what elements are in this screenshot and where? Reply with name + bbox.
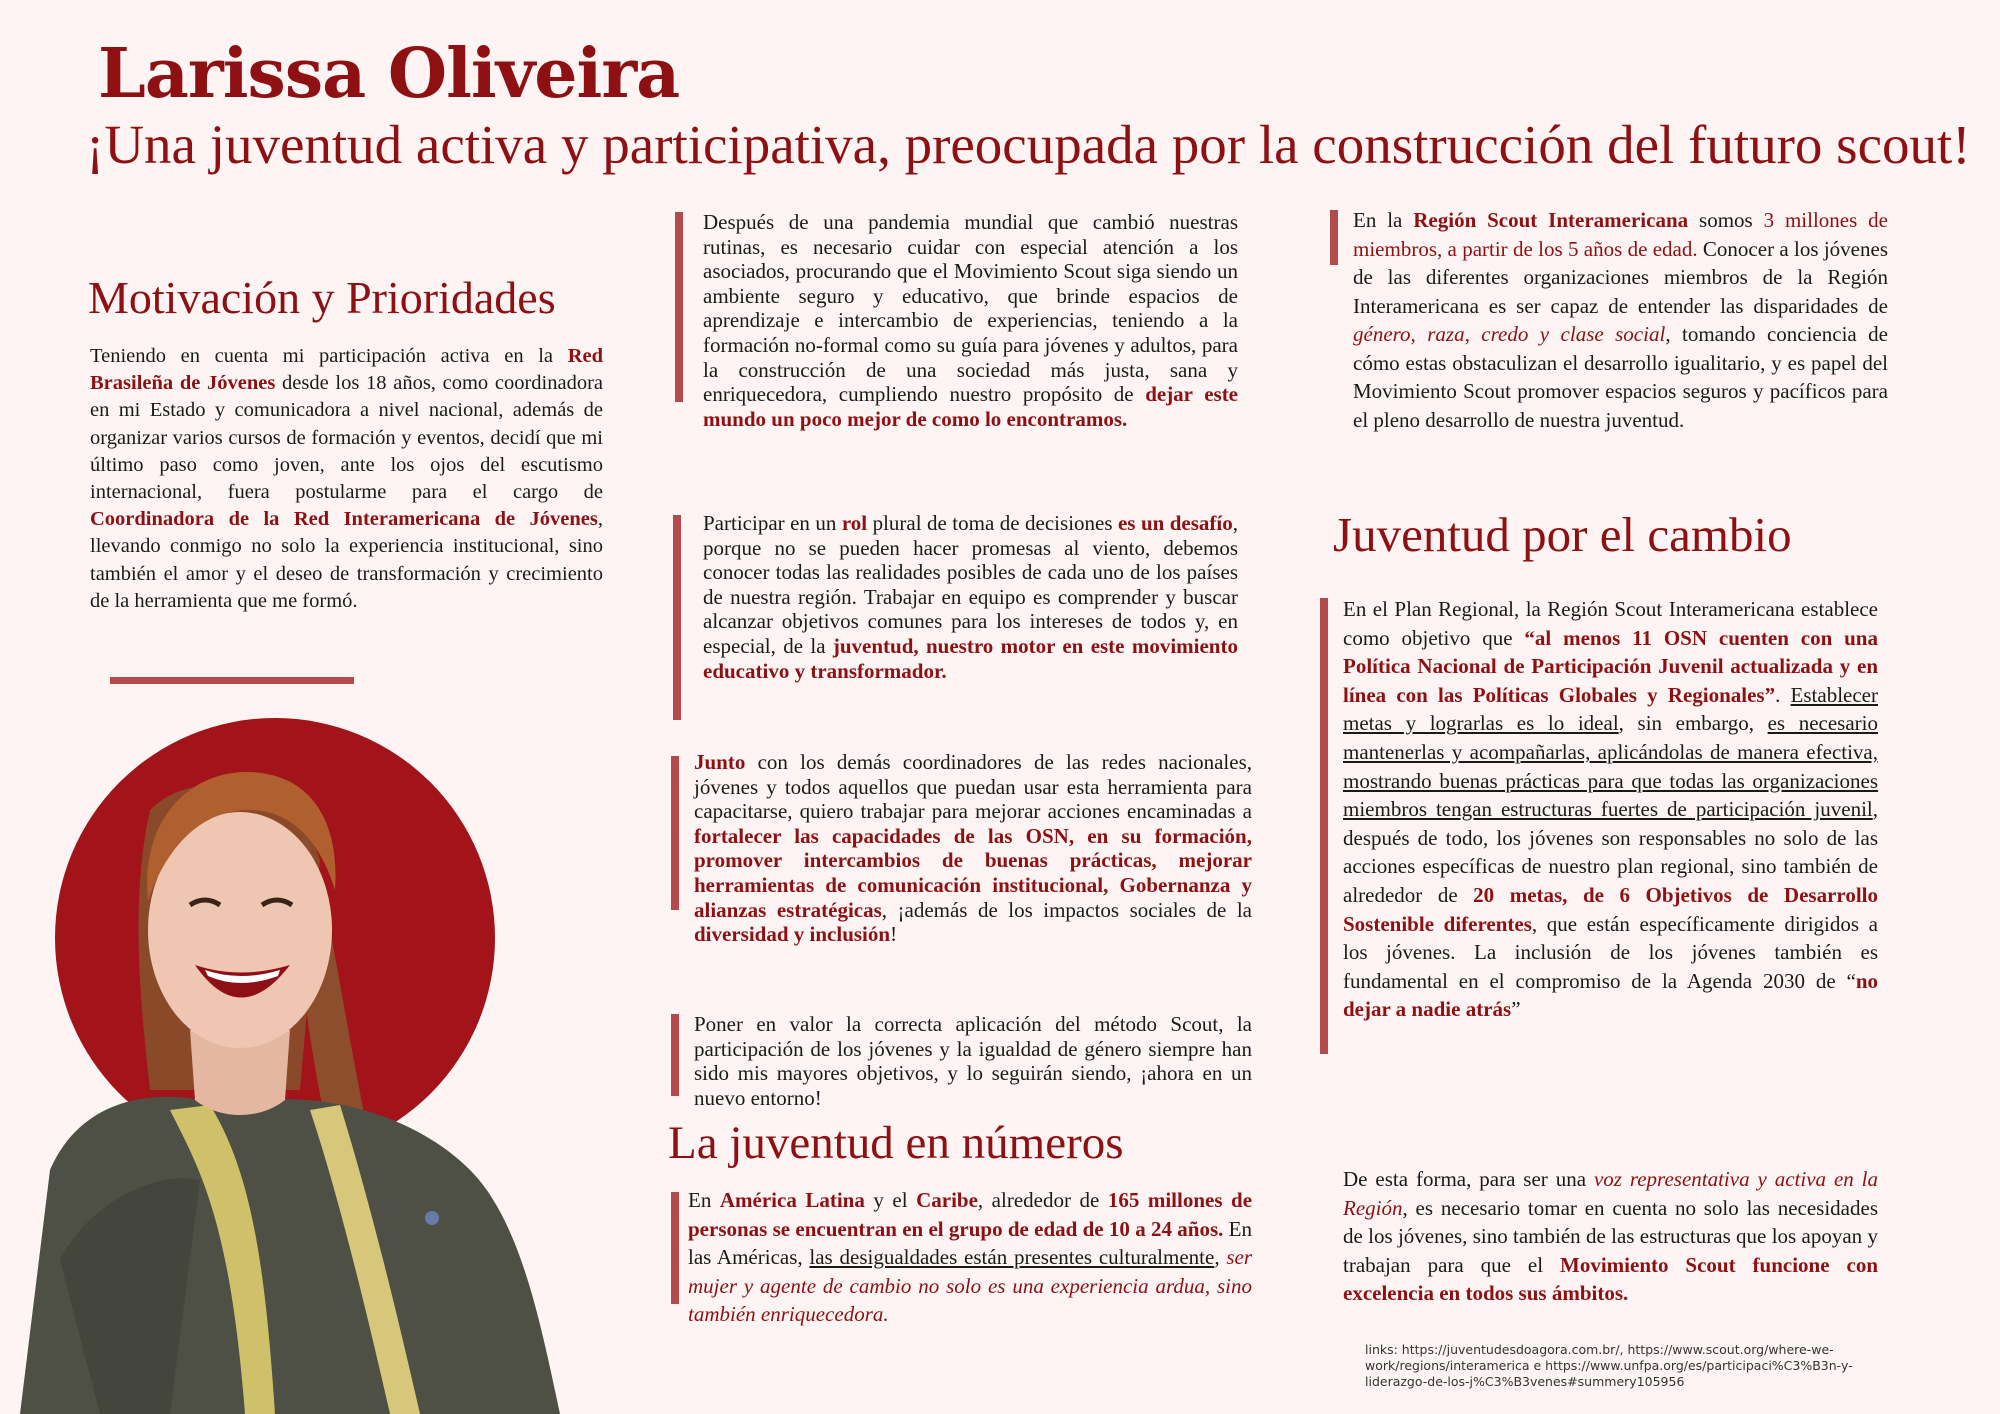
text-run: Después de una pandemia mundial que cambió nuestras rutinas, es necesario cuidar con especial atención a los asociados, procurando que el Movimiento Scout siga siendo un ambiente seguro y educativo, que brinde espacios de aprendizaje e intercambio de experiencias, teniendo a la formación no-formal como su guía para jóvenes y adultos, para la construcción de una sociedad más justa, sana y enriquecedora, cumpliendo nuestro propósito de — [703, 210, 1238, 407]
divider-bar — [110, 677, 354, 684]
column2-paragraph-1 — [703, 210, 1238, 431]
highlight-no-one-behind: no dejar a nadie atrás — [1343, 968, 1878, 1022]
text-run: , ¡además de los impactos sociales de la — [881, 897, 1252, 922]
highlight-coordinator-role: Coordinadora de la Red Interamericana de Jóvenes — [90, 508, 598, 531]
underlined-inequalities: las desigualdades están presentes culturalmente — [809, 1245, 1215, 1269]
highlight-diversity: diversidad y inclusión — [694, 922, 891, 947]
text-run: , que están específicamente dirigidos a los jóvenes. La inclusión de los jóvenes también es fundamental en el compromiso de la Agenda 2030 de “ — [1343, 911, 1878, 993]
highlight-population: 165 millones de personas se encuentran en el grupo de edad de 10 a 24 años. — [688, 1188, 1253, 1241]
source-links: links: https://juventudesdoagora.com.br/, https://www.scout.org/where-we-work/regions/interamerica e https://www.unfpa.org/es/participaci%C3%B3n-y-liderazgo-de-los-j%C3%B3venes#summery105956 — [1365, 1342, 1853, 1389]
text-run: De esta forma, para ser una — [1343, 1167, 1594, 1191]
text-run: desde los 18 años, como coordinadora en mi Estado y comunicadora a nivel nacional, además de organizar varios cursos de formación y eventos, decidí que mi último paso como joven, ante los ojos del escutismo internacional, fuera postularme para el cargo de — [90, 372, 603, 504]
numbers-title: La juventud en números — [668, 1117, 1124, 1169]
text-run: Teniendo en cuenta mi participación activa en la — [90, 345, 568, 367]
numbers-paragraph — [688, 1186, 1252, 1329]
paragraph-bar — [1330, 210, 1338, 265]
text-run: ! — [890, 922, 898, 947]
text-run: , alrededor de — [977, 1188, 1108, 1212]
column2-paragraph-3 — [694, 750, 1252, 947]
candidate-photo — [0, 700, 580, 1414]
italic-disparities: género, raza, credo y clase social — [1353, 322, 1666, 346]
highlight-purpose: dejar este mundo un poco mejor de como lo encontramos. — [703, 382, 1239, 431]
highlight-excellence: Movimiento Scout funcione con excelencia en todos sus ámbitos. — [1343, 1252, 1878, 1306]
paragraph-bar — [675, 212, 683, 402]
motivation-title: Motivación y Prioridades — [88, 272, 556, 323]
paragraph-bar — [673, 515, 681, 720]
text-run: somos — [1688, 208, 1764, 232]
underlined-goals: Establecer metas y lograrlas es lo ideal — [1343, 682, 1878, 736]
paragraph-bar — [671, 1014, 679, 1096]
text-run: , sin embargo, — [1618, 711, 1768, 736]
italic-voice: voz representativa y activa en la Región — [1343, 1167, 1879, 1220]
text-run: , llevando conmigo no solo la experiencia institucional, sino también el amor y el deseo de transformación y crecimiento de la herramienta que me formó. — [90, 508, 603, 612]
highlight-together: Junto — [694, 750, 746, 774]
candidate-name: Larissa Oliveira — [98, 34, 680, 114]
column2-paragraph-4: Poner en valor la correcta aplicación del método Scout, la participación de los jóvenes y la igualdad de género siempre han sido mis mayores objetivos, y lo seguirán siendo, ¡ahora en un nuevo entorno! — [694, 1012, 1252, 1110]
column2-paragraph-2 — [703, 511, 1238, 683]
motivation-paragraph — [90, 343, 603, 615]
highlight-plan-quote: “al menos 11 OSN cuenten con una Política Nacional de Participación Juvenil actualizada y en línea con las Políticas Globales y Regionales” — [1343, 625, 1878, 707]
change-paragraph — [1343, 595, 1878, 1024]
highlight-red-network: Red Brasileña de Jóvenes — [90, 345, 603, 395]
text-run: Conocer a los jóvenes de las diferentes organizaciones miembros de la Región Interamericana es ser capaz de entender las disparidades de — [1353, 236, 1888, 318]
paragraph-bar — [671, 756, 679, 910]
closing-paragraph — [1343, 1165, 1878, 1308]
highlight-actions: fortalecer las capacidades de las OSN, en su formación, promover intercambios de buenas prácticas, mejorar herramientas de comunicación institucional, Gobernanza y alianzas estratégicas — [694, 823, 1252, 922]
text-run: , porque no se pueden hacer promesas al viento, debemos conocer todas las realidades posibles de cada uno de los países de nuestra región. Trabajar en equipo es comprender y buscar alcanzar objetivos comunes para los intereses de todos y, en especial, de la — [703, 511, 1239, 658]
headline: ¡Una juventud activa y participativa, preocupada por la construcción del futuro scout! — [86, 114, 1971, 175]
text-run: En la — [1353, 208, 1414, 232]
text-run: En las Américas, — [688, 1216, 1253, 1269]
text-run: con los demás coordinadores de las redes nacionales, jóvenes y todos aquellos que puedan usar esta herramienta para capacitarse, quiero trabajar para mejorar acciones encaminadas a — [694, 750, 1252, 824]
italic-woman-agent: ser mujer y agente de cambio no solo es una experiencia ardua, sino también enriquecedora. — [688, 1245, 1252, 1326]
highlight-challenge: es un desafío — [1117, 511, 1233, 535]
text-run: . — [1775, 682, 1791, 707]
highlight-sdg: 20 metas, de 6 Objetivos de Desarrollo Sostenible diferentes — [1343, 882, 1878, 936]
text-run: , después de todo, los jóvenes son responsables no solo de las acciones específicas de nuestro plan regional, sino también de alrededor de — [1343, 797, 1878, 907]
highlight-latin-america: América Latina — [719, 1188, 865, 1212]
text-run: Participar en un — [703, 511, 842, 535]
highlight-caribbean: Caribe — [916, 1188, 978, 1212]
highlight-members: 3 millones de miembros, a partir de los 5 años de edad. — [1353, 208, 1888, 261]
column3-paragraph-1 — [1353, 206, 1888, 434]
underlined-maintain: es necesario mantenerlas y acompañarlas, aplicándolas de manera efectiva, mostrando buenas prácticas para que todas las organizaciones miembros tengan estructuras fuertes de participación juvenil — [1343, 711, 1878, 822]
text-run: , es necesario tomar en cuenta no solo las necesidades de los jóvenes, sino también de las estructuras que los apoyan y trabajan para que el — [1343, 1195, 1878, 1277]
change-title: Juventud por el cambio — [1333, 507, 1792, 562]
highlight-youth: juventud, nuestro motor en este movimiento educativo y transformador. — [703, 633, 1238, 683]
text-run: y el — [864, 1188, 917, 1212]
portrait-illustration — [0, 700, 580, 1414]
text-run: ” — [1511, 997, 1521, 1022]
text-run: En — [688, 1188, 720, 1212]
paragraph-bar — [671, 1192, 679, 1304]
text-run: En el Plan Regional, la Región Scout Interamericana establece como objetivo que — [1343, 597, 1878, 650]
highlight-region: Región Scout Interamericana — [1413, 208, 1689, 232]
paragraph-bar — [1320, 598, 1328, 1054]
text-run: plural de toma de decisiones — [867, 511, 1118, 535]
text-run: , — [1214, 1245, 1227, 1269]
text-run: , tomando conciencia de cómo estas obstaculizan el desarrollo igualitario, y es papel del Movimiento Scout promover espacios seguros y pacíficos para el pleno desarrollo de nuestra juventud. — [1353, 322, 1888, 432]
highlight-role: rol — [841, 511, 868, 535]
